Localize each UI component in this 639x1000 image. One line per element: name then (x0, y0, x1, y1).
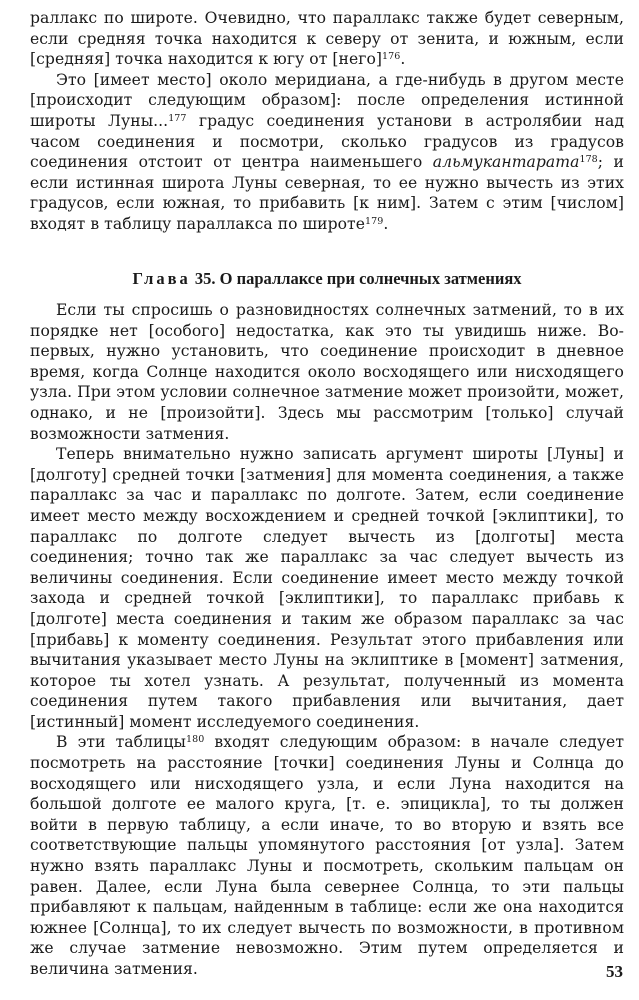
chapter-prefix: Глава (132, 269, 191, 288)
paragraph-continuation: раллакс по широте. Очевидно, что параллакс также будет северным, если средняя точка находится к северу от зенита, и южным, если [средняя] точка находится к югу от [него]$^{176}$. (30, 9, 624, 69)
text-block-top (30, 8, 624, 235)
italic-term: альмукантарата (432, 153, 580, 172)
footnote-ref: 177 (168, 112, 187, 124)
chapter-title: 35. О параллаксе при солнечных затмениях (190, 269, 522, 288)
paragraph-meridian: Это [имеет место] около меридиана, а где-нибудь в другом месте [происходит следующим образом]: после определения истинной широты Луны...$^{177}$ градус соединения установи в астролябии над часом соединения и посмотри, сколько градусов из градусов соединения отстоит от центра наименьшего альмукантарата$^{178}$; и если истинная широта Луны северная, то ее нужно вычесть из этих градусов, если южная, то прибавить [к ним]. Затем с этим [числом] входят в таблицу параллакса по широте$^{179}$. (30, 70, 624, 233)
footnote-ref: 179 (365, 215, 384, 227)
paragraph-tables: В эти таблицы$^{180}$ входят следующим образом: в начале следует посмотреть на расстояние [точки] соединения Луны и Солнца до восходящего или нисходящего узла, и если Луна находится на большой долготе ее малого круга, [т. е. эпицикла], то ты должен войти в первую таблицу, а если иначе, то во вторую и взять все соответствующие пальцы упомянутого расстояния [от узла]. Затем нужно взять параллакс Луны и посмотреть, скольким пальцам он равен. Далее, если Луна была севернее Солнца, то эти пальцы прибавляют к пальцам, найденным в таблице: если же она находится южнее [Солнца], то их следует вычесть по возможности, в противном же случае затмение невозможно. Этим путем определяется и величина затмения. (30, 733, 624, 978)
footnote-ref: 180 (186, 734, 205, 746)
paragraph-eclipse-types: Если ты спросишь о разновидностях солнечных затмений, то в их порядке нет [особого] недостатка, как это ты увидишь ниже. Во-первых, нужно установить, что соединение происходит в дневное время, когда Солнце находится около восходящего или нисходящего узла. При этом условии солнечное затмение может произойти, может, однако, и не [произойти]. Здесь мы рассмотрим [только] случай возможности затмения. (30, 301, 624, 443)
chapter-heading (30, 269, 624, 289)
paragraph-procedure: Теперь внимательно нужно записать аргумент широты [Луны] и [долготу] средней точки [затмения] для момента соединения, а также параллакс за час и параллакс по долготе. Затем, если соединение имеет место между восхождением и средней точкой [эклиптики], то параллакс по долготе следует вычесть из [долготы] места соединения; точно так же параллакс за час следует вычесть из величины соединения. Если соединение имеет место между точкой захода и средней точкой [эклиптики], то параллакс прибавь к [долготе] места соединения и таким же образом параллакс за час [прибавь] к моменту соединения. Результат этого прибавления или вычитания указывает место Луны на эклиптике в [момент] затмения, которое ты хотел узнать. А результат, полученный из момента соединения путем такого прибавления или вычитания, дает [истинный] момент исследуемого соединения. (30, 445, 624, 731)
text-block-main (30, 300, 624, 980)
page-number: 53 (606, 962, 623, 981)
footnote-ref: 176 (382, 51, 401, 63)
footnote-ref: 178 (579, 154, 598, 166)
